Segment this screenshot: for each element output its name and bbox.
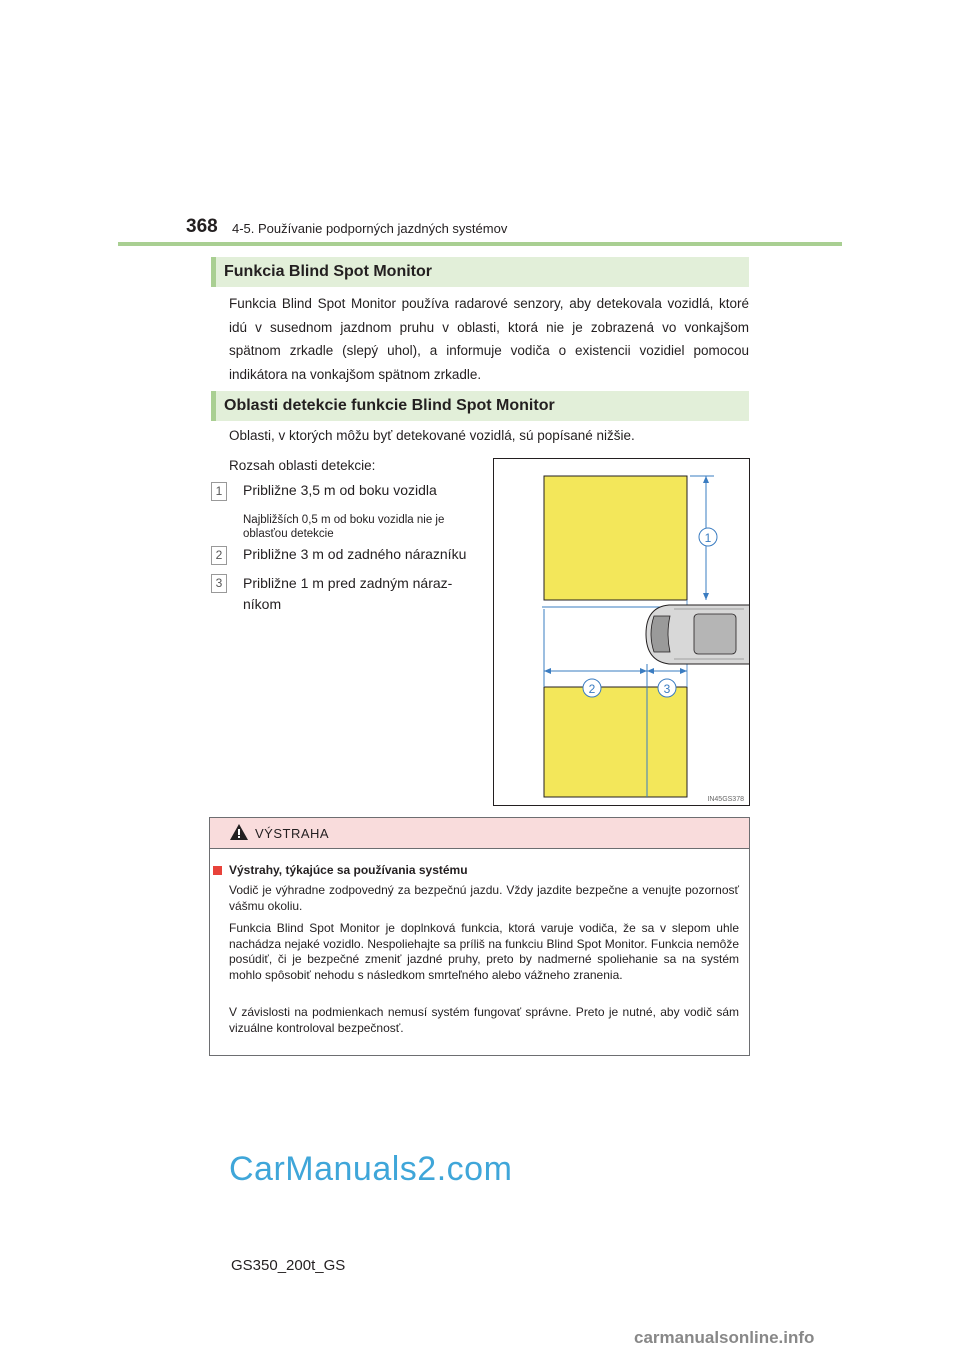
page-number: 368 (186, 216, 218, 237)
item-number-2: 2 (211, 546, 227, 565)
range-label: Rozsah oblasti detekcie: (229, 458, 376, 473)
bullet-square-icon (213, 866, 222, 875)
item-number-3: 3 (211, 574, 227, 593)
car-top-view (646, 605, 750, 664)
section-title-blind-spot-monitor: Funkcia Blind Spot Monitor (211, 257, 749, 287)
list-item (211, 482, 227, 501)
warning-heading: Výstrahy, týkajúce sa používania systému (229, 863, 468, 877)
figure-code: IN45GS378 (707, 796, 744, 803)
warning-paragraph-2: Funkcia Blind Spot Monitor je doplnková funkcia, ktorá varuje vodiča, že sa v slepom uhle nachádza nejaké vozidlo. Nespoliehajte sa príliš na funkciu Blind Spot Monitor. Funkcia nemôže posúdiť, či je bezpečné zmeniť jazdné pruhy, preto by nadmerné spoliehanie sa na systém mohlo spôsobiť nehodu s následkom smrteľného alebo vážneho zranenia. (229, 921, 739, 982)
item-3-text-continued: níkom (243, 596, 282, 612)
diagram-svg (494, 459, 750, 806)
callout-2-label: 2 (588, 682, 596, 696)
watermark-text: CarManuals2.com (229, 1150, 513, 1188)
warning-triangle-icon (229, 823, 249, 846)
detection-area-diagram (493, 458, 750, 806)
item-2-text: Približne 3 m od zadného nárazníku (243, 546, 467, 562)
section-title-detection-areas: Oblasti detekcie funkcie Blind Spot Monitor (211, 391, 749, 421)
warning-paragraph-3: V závislosti na podmienkach nemusí systém fungovať správne. Preto je nutné, aby vodič sám vizuálne kontroloval bezpečnosť. (229, 1005, 739, 1035)
section1-paragraph: Funkcia Blind Spot Monitor používa radarové senzory, aby detekovala vozidlá, ktoré idú v susednom jazdnom pruhu v oblasti, ktorá nie je zobrazená vo vonkajšom spätnom zrkadle (slepý uhol), a informuje vodiča o existencii vozidiel pomocou indikátora na vonkajšom spätnom zrkadle. (229, 296, 749, 382)
warning-paragraph-1: Vodič je výhradne zodpovedný za bezpečnú jazdu. Vždy jazdite bezpečne a venujte pozornosť vášmu okoliu. (229, 883, 739, 913)
site-logo: carmanualsonline.info (634, 1328, 815, 1347)
item-1-text: Približne 3,5 m od boku vozidla (243, 482, 437, 498)
callout-1-label: 1 (704, 531, 712, 545)
item-3-text: Približne 1 m pred zadným náraz- (243, 575, 453, 591)
list-item (211, 574, 227, 593)
chapter-title: 4-5. Používanie podporných jazdných systémov (232, 221, 508, 236)
side-detection-zone (544, 476, 687, 600)
warning-title: VÝSTRAHA (255, 826, 330, 841)
callout-3-label: 3 (663, 682, 671, 696)
list-item (211, 546, 227, 565)
header-divider (118, 242, 842, 246)
rear-detection-zone (544, 687, 687, 797)
item-number-1: 1 (211, 482, 227, 501)
model-code: GS350_200t_GS (231, 1257, 346, 1274)
section2-intro: Oblasti, v ktorých môžu byť detekované vozidlá, sú popísané nižšie. (229, 428, 635, 443)
item-1-note: Najbližších 0,5 m od boku vozidla nie je oblasťou detekcie (243, 514, 445, 540)
